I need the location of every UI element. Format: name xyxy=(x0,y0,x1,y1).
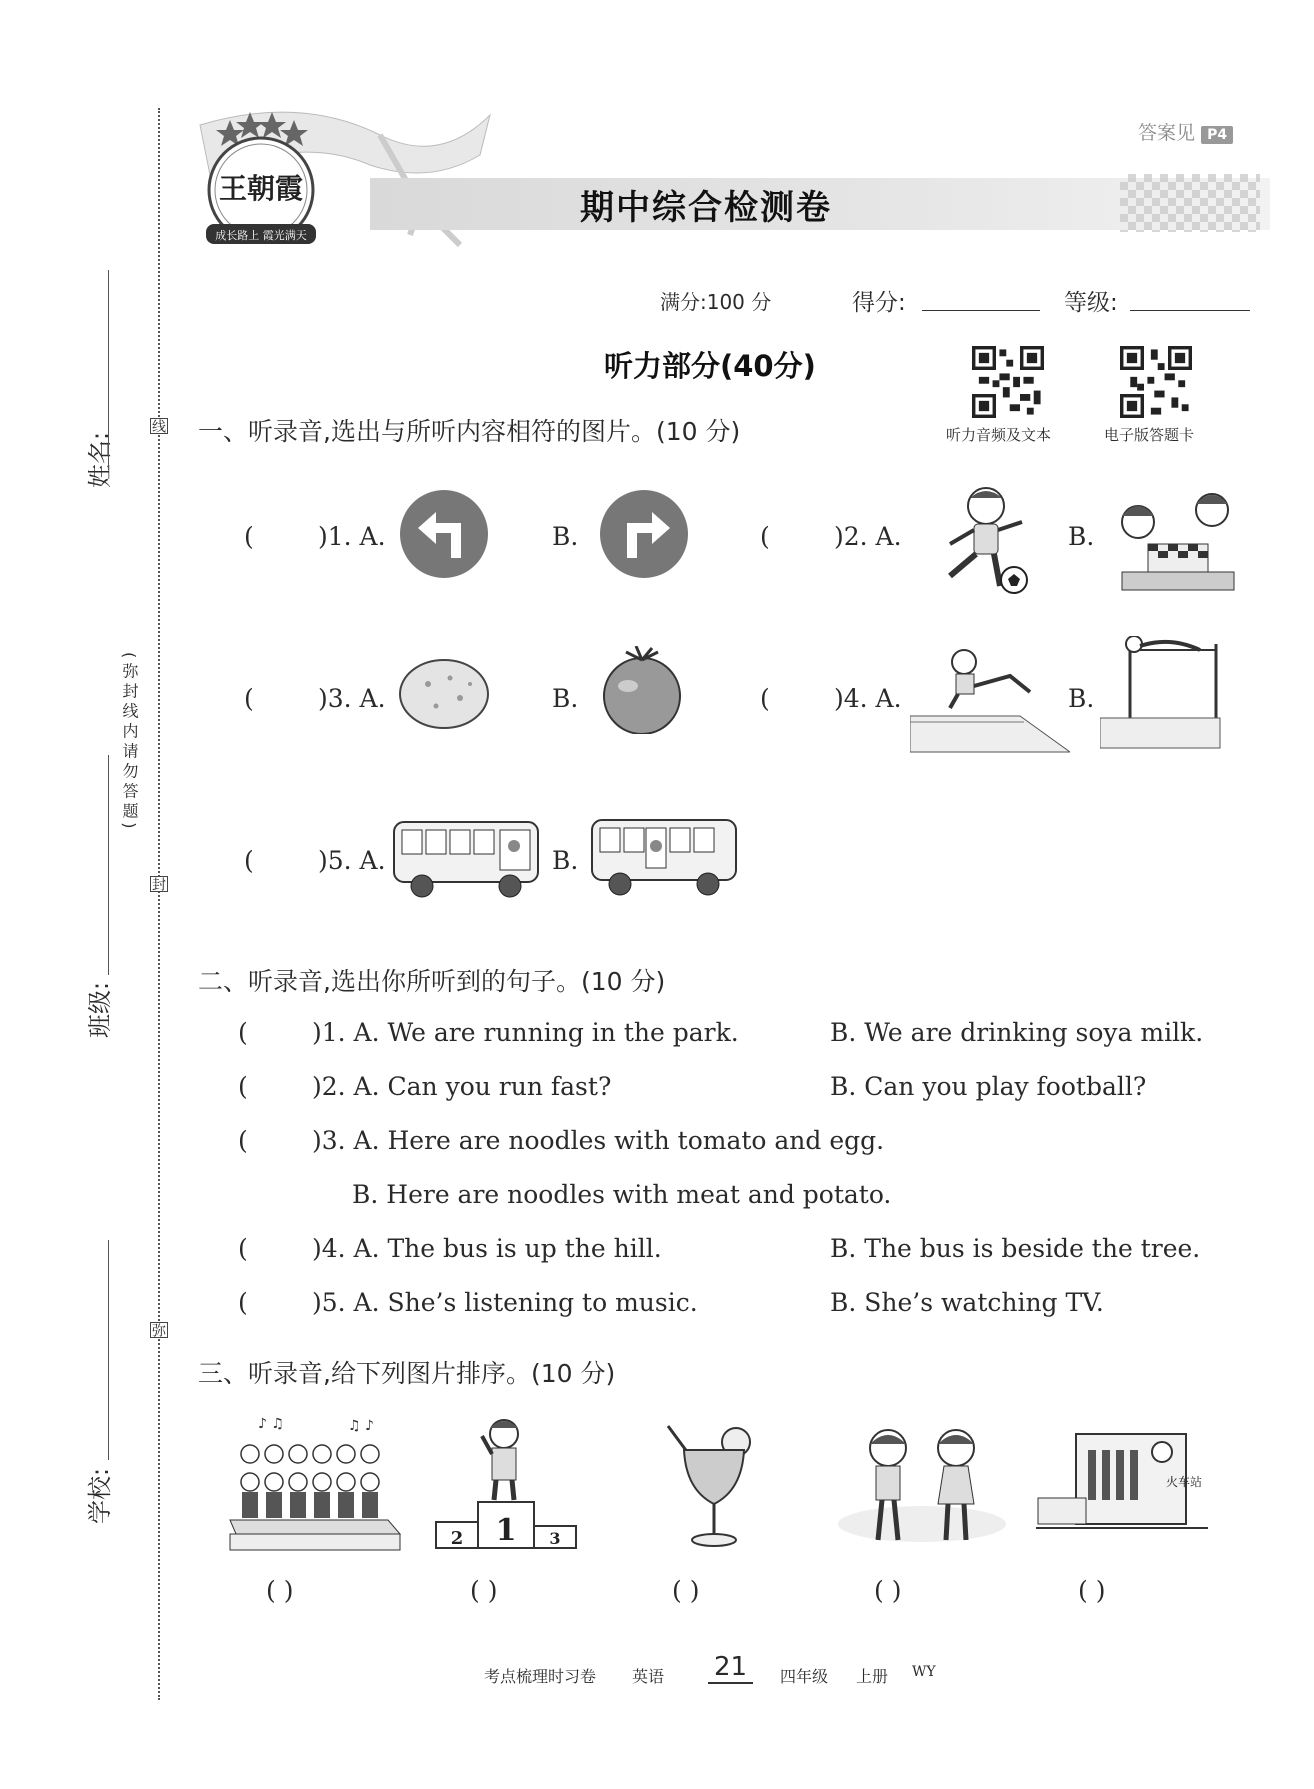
bus-icon[interactable] xyxy=(390,818,542,900)
name-label: 姓名: xyxy=(86,431,114,488)
answer-paren-open[interactable]: ( xyxy=(760,522,770,551)
logo-name: 王朝霞 xyxy=(218,172,304,205)
score-input-line[interactable] xyxy=(922,310,1040,311)
answer-ref-text: 答案见 xyxy=(1138,122,1196,144)
sentence-b: B. Can you play football? xyxy=(830,1072,1147,1101)
tomato-icon[interactable] xyxy=(596,646,688,734)
answer-page-badge: P4 xyxy=(1201,126,1233,144)
option-b-label: B. xyxy=(1068,684,1095,713)
svg-text:♫ ♪: ♫ ♪ xyxy=(348,1418,374,1434)
order-blank-4[interactable]: ( ) xyxy=(874,1576,902,1605)
podium-first: 1 xyxy=(495,1513,517,1548)
boy-playing-football-icon[interactable] xyxy=(930,486,1030,598)
section3-title xyxy=(198,1354,615,1390)
sentence-a: )1. A. We are running in the park. xyxy=(312,1018,739,1047)
order-blank-5[interactable]: ( ) xyxy=(1078,1576,1106,1605)
sentence-b: B. She’s watching TV. xyxy=(830,1288,1104,1317)
footer-grade: 四年级 xyxy=(780,1667,829,1686)
question-number: )2. A. xyxy=(834,522,902,551)
bus-icon[interactable] xyxy=(588,816,740,900)
question-number: )3. A. xyxy=(318,684,386,713)
answer-paren-open[interactable]: ( xyxy=(238,1126,248,1155)
answer-ref-label xyxy=(1138,118,1233,145)
name-input-line[interactable] xyxy=(108,270,109,470)
option-b-label: B. xyxy=(552,846,579,875)
answer-paren-open[interactable]: ( xyxy=(760,684,770,713)
listening-heading: 听力部分(40分) xyxy=(604,349,816,383)
sentence-b: B. Here are noodles with meat and potato. xyxy=(352,1180,892,1209)
podium-second: 2 xyxy=(450,1528,464,1549)
order-blank-3[interactable]: ( ) xyxy=(672,1576,700,1605)
turn-left-sign-icon[interactable] xyxy=(398,488,490,580)
juice-glass-icon[interactable] xyxy=(664,1420,754,1550)
potato-icon[interactable] xyxy=(398,656,490,732)
winner-podium-icon[interactable] xyxy=(432,1414,580,1554)
order-blank-1[interactable]: ( ) xyxy=(266,1576,294,1605)
answer-paren-open[interactable]: ( xyxy=(238,1072,248,1101)
section2-title-text: 二、听录音,选出你所听到的句子。(10 分) xyxy=(198,967,666,996)
sentence-b: B. The bus is beside the tree. xyxy=(830,1234,1201,1263)
podium-third: 3 xyxy=(549,1529,561,1548)
question-number: )5. A. xyxy=(318,846,386,875)
question-number: )1. A. xyxy=(318,522,386,551)
seal-mark-feng: 封 xyxy=(150,877,166,891)
long-jump-icon[interactable] xyxy=(910,646,1070,754)
footer-volume: 上册 xyxy=(856,1667,889,1686)
page-number: 21 xyxy=(708,1652,753,1684)
class-label: 班级: xyxy=(86,981,114,1038)
svg-text:♪ ♫: ♪ ♫ xyxy=(258,1416,284,1432)
answer-paren-open[interactable]: ( xyxy=(244,684,254,713)
grade-input-line[interactable] xyxy=(1130,310,1250,311)
seal-line-note: (弥封线内请勿答题) xyxy=(120,652,139,833)
school-label: 学校: xyxy=(86,1467,114,1524)
answer-paren-open[interactable]: ( xyxy=(244,846,254,875)
qr1-caption: 听力音频及文本 xyxy=(946,426,1052,444)
footer-series: 考点梳理时习卷 xyxy=(484,1667,597,1686)
boy-and-girl-talking-icon[interactable] xyxy=(836,1424,1008,1548)
sentence-b: B. We are drinking soya milk. xyxy=(830,1018,1204,1047)
school-input-line[interactable] xyxy=(108,1240,109,1460)
answer-paren-open[interactable]: ( xyxy=(238,1234,248,1263)
sentence-a: )2. A. Can you run fast? xyxy=(312,1072,612,1101)
section2-title xyxy=(198,962,665,998)
brand-logo-icon xyxy=(196,112,326,252)
station-sign: 火车站 xyxy=(1166,1475,1203,1489)
qr-code-answer-card-icon[interactable] xyxy=(1120,346,1192,418)
full-marks: 满分:100 分 xyxy=(660,290,772,314)
answer-paren-open[interactable]: ( xyxy=(238,1018,248,1047)
option-b-label: B. xyxy=(1068,522,1095,551)
answer-paren-open[interactable]: ( xyxy=(238,1288,248,1317)
question-number: )4. A. xyxy=(834,684,902,713)
choir-singing-icon[interactable] xyxy=(228,1414,404,1554)
sentence-a: )4. A. The bus is up the hill. xyxy=(312,1234,662,1263)
qr-code-audio-icon[interactable] xyxy=(972,346,1044,418)
footer-subject: 英语 xyxy=(632,1667,665,1686)
grade-label: 等级: xyxy=(1064,290,1118,316)
order-blank-2[interactable]: ( ) xyxy=(470,1576,498,1605)
checker-pattern xyxy=(1120,174,1260,232)
section3-title-text: 三、听录音,给下列图片排序。(10 分) xyxy=(198,1359,616,1388)
seal-mark-xian: 线 xyxy=(150,419,166,433)
section1-title: 一、听录音,选出与所听内容相符的图片。(10 分) xyxy=(198,417,741,446)
score-label: 得分: xyxy=(852,290,906,316)
footer-edition: WY xyxy=(912,1664,936,1680)
turn-right-sign-icon[interactable] xyxy=(598,488,690,580)
train-station-icon[interactable] xyxy=(1036,1420,1208,1544)
high-jump-icon[interactable] xyxy=(1100,636,1224,752)
logo-slogan: 成长路上 霞光满天 xyxy=(215,229,307,242)
binding-dotted-line xyxy=(158,108,160,1700)
kids-playing-chess-icon[interactable] xyxy=(1114,486,1236,592)
answer-paren-open[interactable]: ( xyxy=(244,522,254,551)
option-b-label: B. xyxy=(552,522,579,551)
class-input-line[interactable] xyxy=(108,755,109,975)
seal-mark-mi: 弥 xyxy=(150,1323,166,1337)
page-title: 期中综合检测卷 xyxy=(580,188,832,228)
option-b-label: B. xyxy=(552,684,579,713)
sentence-a: )3. A. Here are noodles with tomato and egg. xyxy=(312,1126,885,1155)
sentence-a: )5. A. She’s listening to music. xyxy=(312,1288,698,1317)
qr2-caption: 电子版答题卡 xyxy=(1104,426,1195,444)
